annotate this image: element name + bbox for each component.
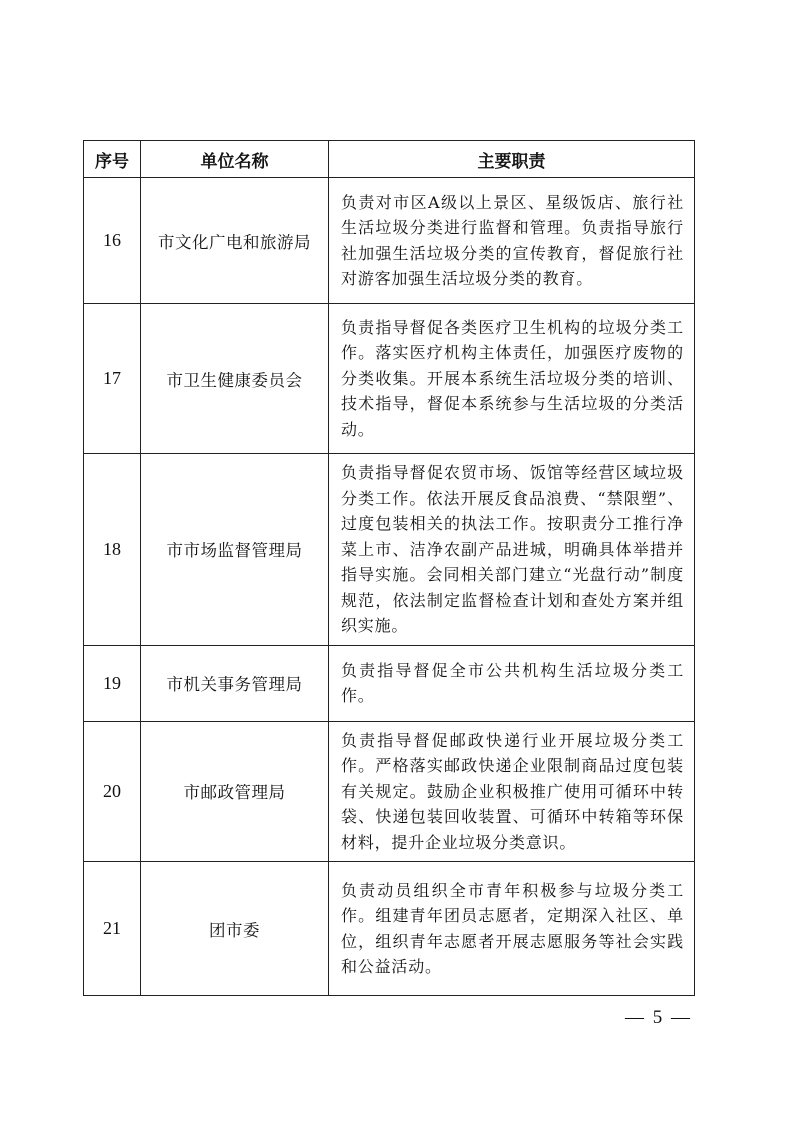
serial-number-cell: 18 — [84, 454, 141, 646]
unit-name-cell: 市卫生健康委员会 — [141, 304, 329, 454]
serial-number-cell: 19 — [84, 645, 141, 721]
unit-name-cell: 市机关事务管理局 — [141, 645, 329, 721]
serial-number-cell: 17 — [84, 304, 141, 454]
table-row — [84, 454, 695, 646]
table-row — [84, 645, 695, 721]
serial-number-cell: 20 — [84, 721, 141, 862]
table-row — [84, 862, 695, 996]
table-row — [84, 178, 695, 304]
table-header-row — [84, 141, 695, 178]
duty-cell: 负责指导督促全市公共机构生活垃圾分类工作。 — [329, 645, 695, 721]
duty-cell: 负责对市区A级以上景区、星级饭店、旅行社生活垃圾分类进行监督和管理。负责指导旅行社加强生活垃圾分类的宣传教育，督促旅行社对游客加强生活垃圾分类的教育。 — [329, 178, 695, 304]
serial-number-cell: 21 — [84, 862, 141, 996]
unit-name-cell: 团市委 — [141, 862, 329, 996]
duty-cell: 负责指导督促各类医疗卫生机构的垃圾分类工作。落实医疗机构主体责任，加强医疗废物的分类收集。开展本系统生活垃圾分类的培训、技术指导，督促本系统参与生活垃圾的分类活动。 — [329, 304, 695, 454]
duty-cell: 负责指导督促邮政快递行业开展垃圾分类工作。严格落实邮政快递企业限制商品过度包装有关规定。鼓励企业积极推广使用可循环中转袋、快递包装回收装置、可循环中转箱等环保材料，提升企业垃圾分类意识。 — [329, 721, 695, 862]
page-number: — 5 — — [625, 1007, 692, 1028]
unit-name-cell: 市邮政管理局 — [141, 721, 329, 862]
responsibility-table — [83, 140, 695, 996]
unit-name-cell: 市文化广电和旅游局 — [141, 178, 329, 304]
header-main-duties: 主要职责 — [329, 141, 695, 178]
serial-number-cell: 16 — [84, 178, 141, 304]
unit-name-cell: 市市场监督管理局 — [141, 454, 329, 646]
table-row — [84, 304, 695, 454]
header-unit-name: 单位名称 — [141, 141, 329, 178]
duty-cell: 负责指导督促农贸市场、饭馆等经营区域垃圾分类工作。依法开展反食品浪费、“禁限塑”、过度包装相关的执法工作。按职责分工推行净菜上市、洁净农副产品进城，明确具体举措并指导实施。会同相关部门建立“光盘行动”制度规范，依法制定监督检查计划和查处方案并组织实施。 — [329, 454, 695, 646]
table-row — [84, 721, 695, 862]
header-serial-number: 序号 — [84, 141, 141, 178]
duty-cell: 负责动员组织全市青年积极参与垃圾分类工作。组建青年团员志愿者，定期深入社区、单位，组织青年志愿者开展志愿服务等社会实践和公益活动。 — [329, 862, 695, 996]
